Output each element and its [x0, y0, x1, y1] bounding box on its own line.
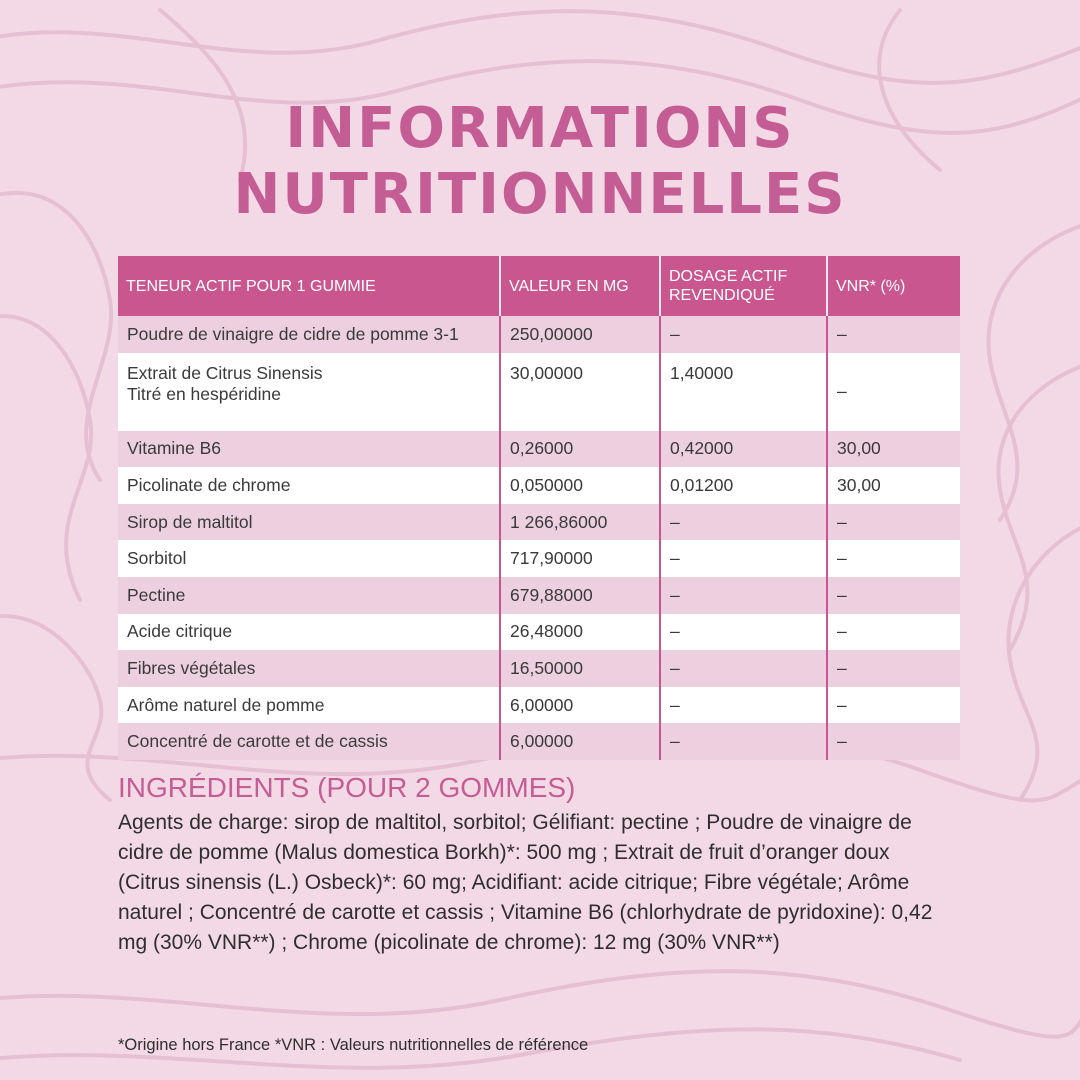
cell-vnr: –: [827, 723, 960, 760]
cell-name: Poudre de vinaigre de cidre de pomme 3-1: [118, 316, 500, 353]
table-row: [118, 687, 960, 724]
header-valeur: VALEUR EN MG: [500, 256, 660, 316]
cell-name: Acide citrique: [118, 614, 500, 651]
cell-value: 1 266,86000: [500, 504, 660, 541]
cell-vnr: –: [827, 650, 960, 687]
cell-vnr: –: [827, 540, 960, 577]
table-row: [118, 723, 960, 760]
table-row: [118, 650, 960, 687]
title-line-2: NUTRITIONNELLES: [233, 162, 847, 227]
cell-value: 0,050000: [500, 467, 660, 504]
cell-name: Fibres végétales: [118, 650, 500, 687]
cell-vnr: –: [827, 504, 960, 541]
cell-value: 6,00000: [500, 723, 660, 760]
cell-name: Arôme naturel de pomme: [118, 687, 500, 724]
ingredients-title: INGRÉDIENTS (POUR 2 GOMMES): [118, 772, 576, 803]
cell-value: 30,00000: [500, 353, 660, 431]
table-header-row: [118, 256, 960, 316]
ingredients-text: Agents de charge: sirop de maltitol, sorbitol; Gélifiant: pectine ; Poudre de vinaigre de cidre de pomme (Malus domestica Borkh)*: 500 mg ; Extrait de fruit d’oranger doux (Citrus sinensis (L.) Osbeck)*: 60 mg; Acidifiant: acide citrique; Fibre végétale; Arôme naturel ; Concentré de carotte et cassis ; Vitamine B6 (chlorhydrate de pyridoxine): 0,42 mg (30% VNR**) ; Chrome (picolinate de chrome): 12 mg (30% VNR**): [118, 811, 933, 954]
cell-name: Pectine: [118, 577, 500, 614]
nutrition-table: [118, 256, 960, 760]
cell-name-line-2: Titré en hespéridine: [127, 383, 282, 404]
cell-dosage: –: [660, 614, 827, 651]
table-row: [118, 577, 960, 614]
cell-vnr: –: [827, 316, 960, 353]
cell-dosage: 0,42000: [660, 431, 827, 468]
cell-value: 6,00000: [500, 687, 660, 724]
cell-name: [118, 353, 500, 431]
header-dosage: DOSAGE ACTIF REVENDIQUÉ: [660, 256, 827, 316]
cell-dosage: –: [660, 540, 827, 577]
cell-name: Picolinate de chrome: [118, 467, 500, 504]
cell-value: 16,50000: [500, 650, 660, 687]
cell-name: Sorbitol: [118, 540, 500, 577]
cell-value: 717,90000: [500, 540, 660, 577]
table-row: [118, 614, 960, 651]
table-row: [118, 316, 960, 353]
cell-dosage: –: [660, 723, 827, 760]
cell-vnr: –: [827, 353, 960, 431]
cell-name-line-1: Extrait de Citrus Sinensis: [127, 362, 323, 383]
cell-vnr: –: [827, 614, 960, 651]
table-row: [118, 540, 960, 577]
cell-vnr: –: [827, 687, 960, 724]
cell-value: 250,00000: [500, 316, 660, 353]
cell-vnr: 30,00: [827, 467, 960, 504]
table-row: [118, 504, 960, 541]
cell-dosage: 1,40000: [660, 353, 827, 431]
cell-name: Concentré de carotte et de cassis: [118, 723, 500, 760]
table-row: [118, 353, 960, 431]
cell-name: Vitamine B6: [118, 431, 500, 468]
cell-dosage: –: [660, 504, 827, 541]
cell-vnr: 30,00: [827, 431, 960, 468]
title-line-1: INFORMATIONS: [285, 96, 795, 161]
header-vnr: VNR* (%): [827, 256, 960, 316]
cell-vnr: –: [827, 577, 960, 614]
cell-dosage: –: [660, 650, 827, 687]
header-teneur: TENEUR ACTIF POUR 1 GUMMIE: [118, 256, 500, 316]
table-row: [118, 467, 960, 504]
table-row: [118, 431, 960, 468]
cell-dosage: –: [660, 316, 827, 353]
cell-value: 26,48000: [500, 614, 660, 651]
cell-dosage: –: [660, 687, 827, 724]
cell-value: 0,26000: [500, 431, 660, 468]
cell-value: 679,88000: [500, 577, 660, 614]
cell-dosage: 0,01200: [660, 467, 827, 504]
cell-dosage: –: [660, 577, 827, 614]
page-title: [0, 96, 1080, 228]
cell-name: Sirop de maltitol: [118, 504, 500, 541]
footnote: *Origine hors France *VNR : Valeurs nutritionnelles de référence: [118, 1036, 589, 1054]
